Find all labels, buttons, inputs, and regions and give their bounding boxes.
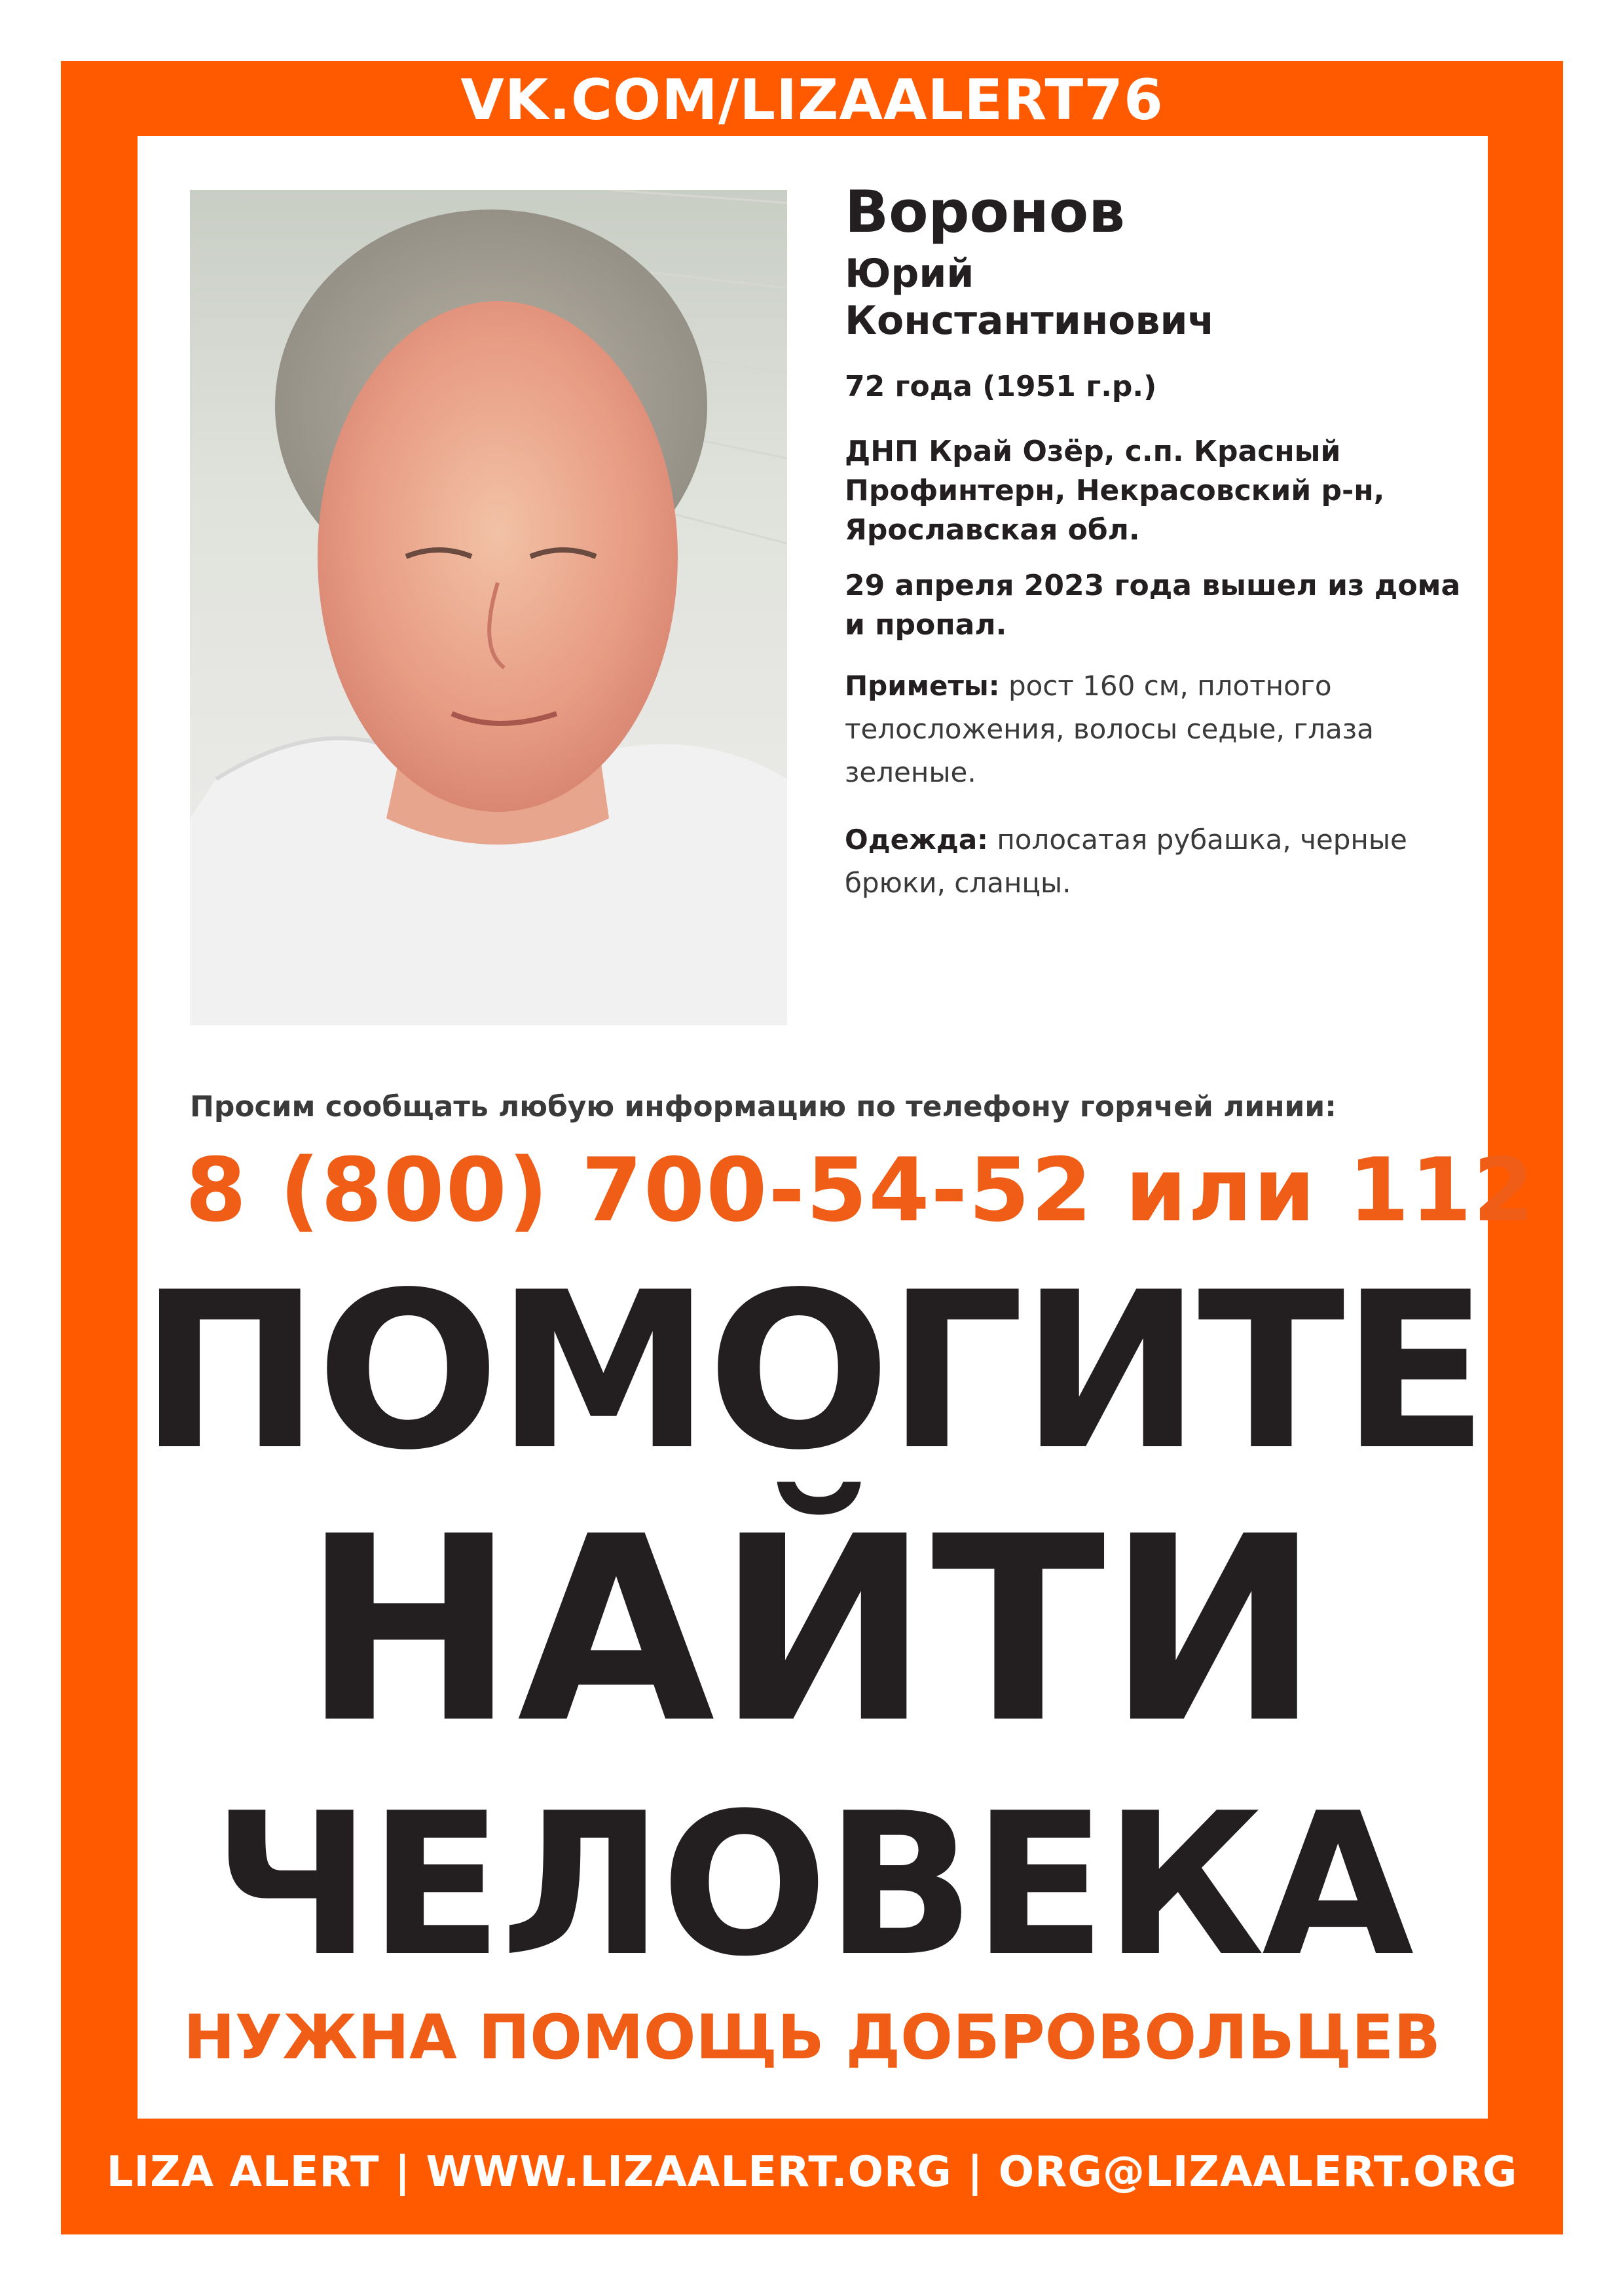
person-photo (190, 190, 787, 1025)
clothes-block (845, 818, 1486, 905)
headline-line-3: ЧЕЛОВЕКА (212, 1771, 1412, 1999)
hotline-phone[interactable]: 8 (800) 700-54-52 или 112 (185, 1139, 1536, 1241)
features-label: Приметы: (845, 670, 1000, 702)
clothes-text: полосатая рубашка, черные брюки, сланцы. (845, 824, 1407, 899)
given-name: Юрий (845, 251, 974, 297)
clothes-label: Одежда: (845, 824, 988, 856)
address: ДНП Край Озёр, с.п. Красный Профинтерн, Некрасовский р-н, Ярославская обл. (845, 435, 1385, 547)
headline-line-1: ПОМОГИТЕ (139, 1246, 1485, 1497)
hotline-request: Просим сообщать любую информацию по телефону горячей линии: (190, 1090, 1337, 1123)
surname: Воронов (845, 178, 1125, 246)
headline-line-2: НАЙТИ (302, 1482, 1322, 1779)
disappearance-event: 29 апреля 2023 года вышел из дома и пропал. (845, 569, 1461, 642)
vk-group-link[interactable]: VK.COM/LIZAALERT76 (460, 67, 1164, 133)
footer-contacts[interactable]: LIZA ALERT | WWW.LIZAALERT.ORG | ORG@LIZAALERT.ORG (106, 2148, 1518, 2196)
age: 72 года (1951 г.р.) (845, 370, 1157, 403)
features-text: рост 160 см, плотного телосложения, волосы седые, глаза зеленые. (845, 670, 1374, 788)
features-block (845, 665, 1486, 794)
portrait-illustration (190, 190, 787, 1025)
volunteers-needed: НУЖНА ПОМОЩЬ ДОБРОВОЛЬЦЕВ (183, 2002, 1441, 2073)
patronymic: Константинович (845, 298, 1215, 344)
